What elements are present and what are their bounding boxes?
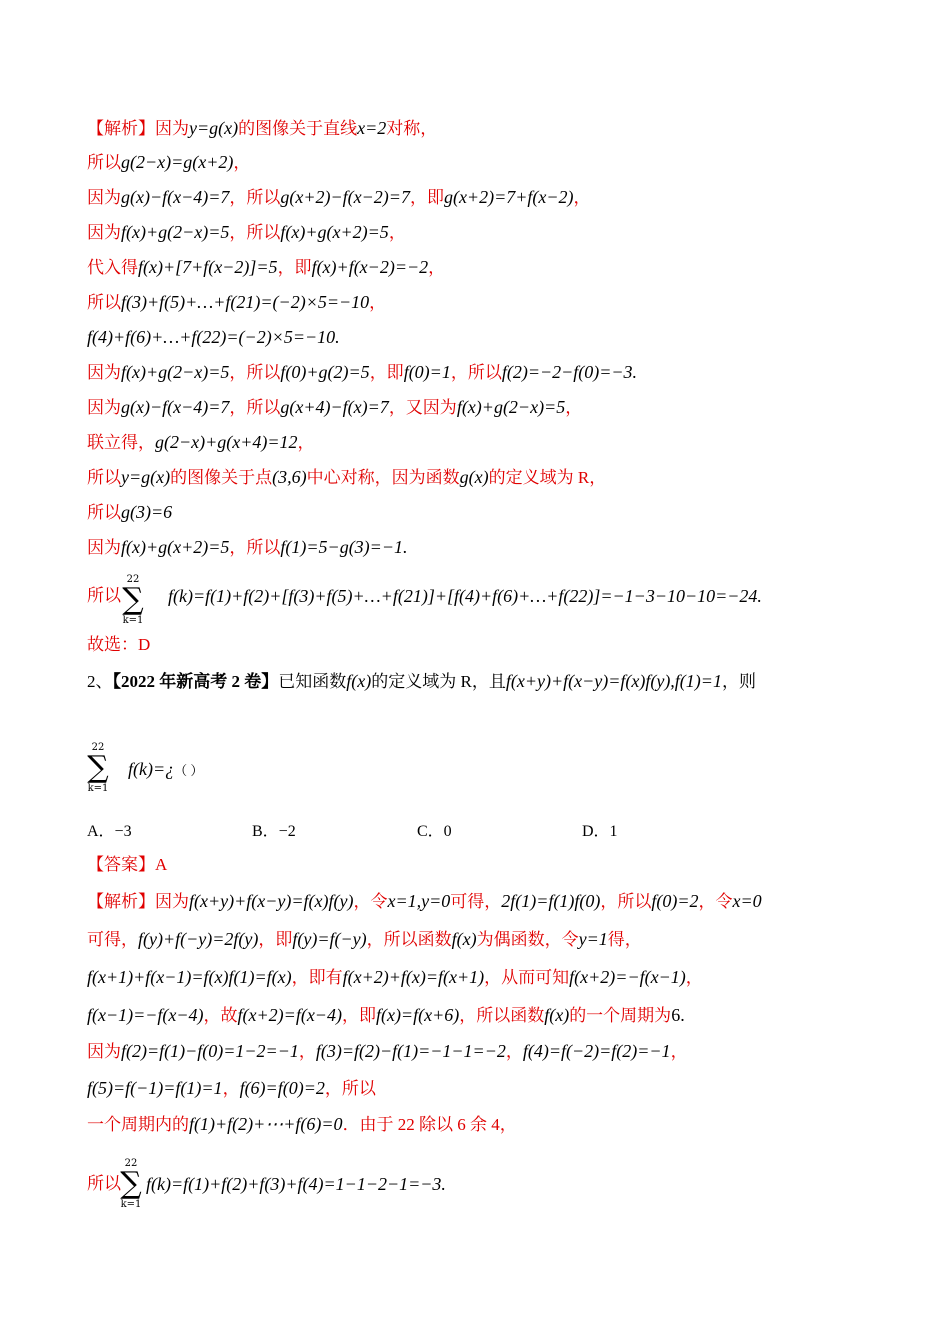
solution2-line2: 可得，f(y)+f(−y)=2f(y)，即f(y)=f(−y)，所以函数f(x)为偶函数，令y=1得，	[87, 929, 642, 949]
sigma-icon: ∑	[122, 582, 144, 617]
solution1-line2: 所以g(2−x)=g(x+2)，	[87, 152, 251, 172]
solution2-line8-label: 所以	[87, 1174, 121, 1193]
solution2-line5: 因为f(2)=f(1)−f(0)=1−2=−1，f(3)=f(2)−f(1)=−1−1=−2，f(4)=f(−2)=f(2)=−1，	[87, 1041, 688, 1061]
solution1-line14-expr: f(k)=f(1)+f(2)+[f(3)+f(5)+…+f(21)]+[f(4)+f(6)+…+f(22)]=−1−3−10−10=−24.	[168, 586, 762, 606]
solution2-line3: f(x+1)+f(x−1)=f(x)f(1)=f(x)，即有f(x+2)+f(x)=f(x+1)，从而可知f(x+2)=−f(x−1)，	[87, 967, 703, 987]
solution1-line8: 因为f(x)+g(2−x)=5，所以f(0)+g(2)=5，即f(0)=1，所以f(2)=−2−f(0)=−3.	[87, 362, 638, 382]
solution1-line12: 所以g(3)=6	[87, 502, 173, 522]
analysis-tag: 【解析】	[87, 892, 155, 911]
solution1-line14-label: 所以	[87, 586, 121, 605]
option-d: D．1	[582, 823, 618, 840]
solution1-line1: 【解析】因为y=g(x)的图像关于直线x=2对称，	[87, 118, 438, 138]
question2-sum-expr: f(k)=¿（ ）	[128, 759, 204, 779]
solution2-line1: 【解析】因为f(x+y)+f(x−y)=f(x)f(y)，令x=1,y=0可得，2f(1)=f(1)f(0)，所以f(0)=2，令x=0	[87, 891, 762, 911]
solution1-line7: f(4)+f(6)+…+f(22)=(−2)×5=−10.	[87, 327, 340, 347]
question-source: 【2022 年新高考 2 卷】	[112, 672, 279, 691]
option-a: A．−3	[87, 823, 132, 840]
analysis-tag: 【解析】	[87, 119, 155, 138]
option-c: C．0	[417, 823, 452, 840]
answer2-label: 【答案】A	[87, 855, 168, 874]
sigma-icon: ∑	[87, 750, 109, 785]
solution1-line10: 联立得，g(2−x)+g(x+4)=12，	[87, 432, 315, 452]
solution1-line5: 代入得f(x)+[7+f(x−2)]=5，即f(x)+f(x−2)=−2，	[87, 257, 446, 277]
solution1-line9: 因为g(x)−f(x−4)=7，所以g(x+4)−f(x)=7，又因为f(x)+g(2−x)=5，	[87, 397, 583, 417]
solution1-line15: 故选：D	[87, 635, 151, 654]
solution1-line13: 因为f(x)+g(x+2)=5，所以f(1)=5−g(3)=−1.	[87, 537, 408, 557]
solution2-line4: f(x−1)=−f(x−4)，故f(x+2)=f(x−4)，即f(x)=f(x+6)，所以函数f(x)的一个周期为6.	[87, 1005, 685, 1025]
solution1-line6: 所以f(3)+f(5)+…+f(21)=(−2)×5=−10，	[87, 292, 387, 312]
solution2-line6: f(5)=f(−1)=f(1)=1，f(6)=f(0)=2，所以	[87, 1078, 376, 1098]
option-b: B．−2	[252, 823, 296, 840]
solution1-line4: 因为f(x)+g(2−x)=5，所以f(x)+g(x+2)=5，	[87, 222, 406, 242]
sigma-icon: ∑	[120, 1166, 142, 1201]
question2-stem: 2、【2022 年新高考 2 卷】已知函数f(x)的定义域为 R，且f(x+y)+f(x−y)=f(x)f(y),f(1)=1，则	[87, 671, 756, 691]
solution2-summation: 22 ∑ k=1	[117, 1158, 145, 1210]
summation-symbol: 22 ∑ k=1	[119, 574, 147, 626]
question2-summation: 22 ∑ k=1	[84, 742, 112, 794]
solution2-line7: 一个周期内的f(1)+f(2)+⋯+f(6)=0．由于 22 除以 6 余 4，	[87, 1114, 517, 1134]
solution1-line11: 所以y=g(x)的图像关于点(3,6)中心对称，因为函数g(x)的定义域为 R，	[87, 467, 607, 487]
solution2-line8-expr: f(k)=f(1)+f(2)+f(3)+f(4)=1−1−2−1=−3.	[146, 1174, 446, 1194]
solution1-line3: 因为g(x)−f(x−4)=7，所以g(x+2)−f(x−2)=7，即g(x+2)=7+f(x−2)，	[87, 187, 591, 207]
